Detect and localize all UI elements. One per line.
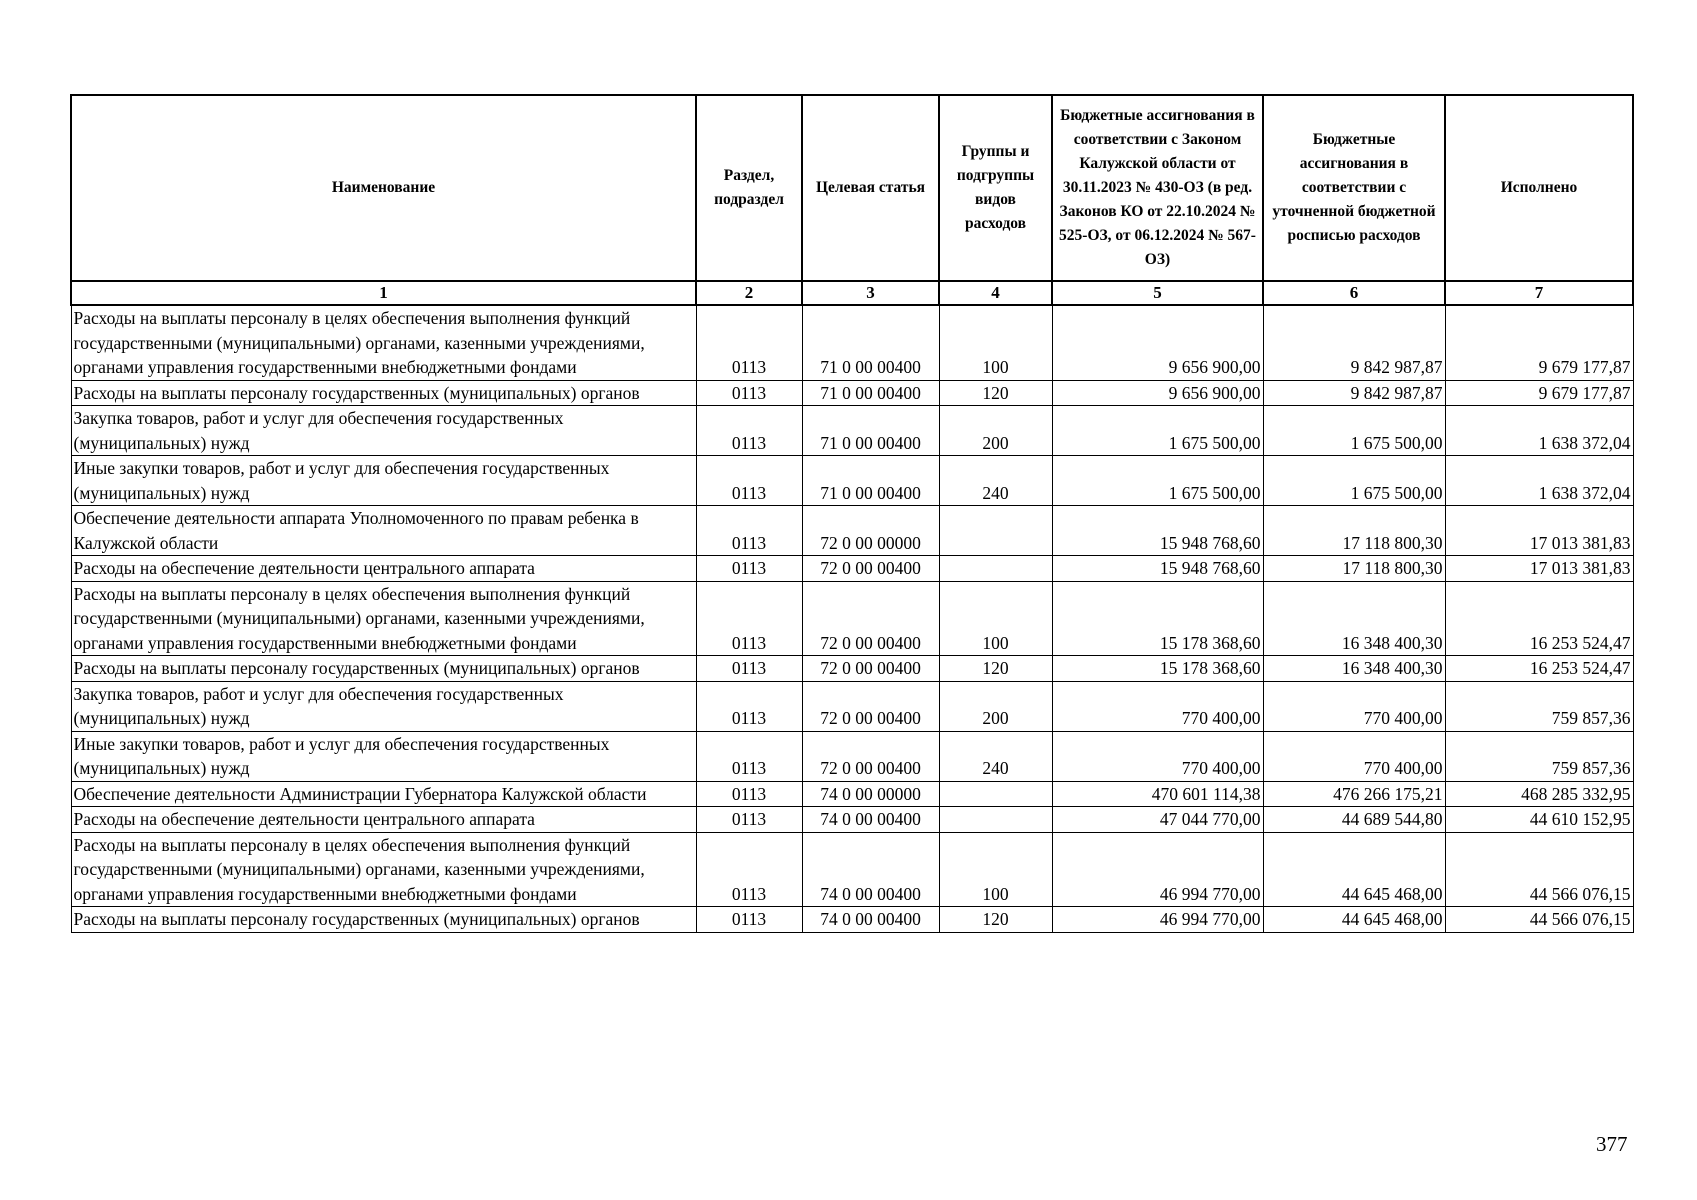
row-section-cell: 0113	[696, 781, 802, 807]
row-name-cell: Закупка товаров, работ и услуг для обеспечения государственных (муниципальных) нужд	[71, 681, 696, 731]
table-row	[71, 832, 1633, 907]
column-number: 3	[802, 281, 939, 305]
row-group-cell: 120	[939, 907, 1052, 933]
row-refined-amount-cell: 44 645 468,00	[1263, 832, 1445, 907]
header-refined-appropriations: Бюджетные ассигнования в соответствии с уточненной бюджетной росписью расходов	[1263, 95, 1445, 281]
row-law-amount-cell: 1 675 500,00	[1052, 456, 1263, 506]
row-refined-amount-cell: 9 842 987,87	[1263, 305, 1445, 380]
row-section-cell: 0113	[696, 406, 802, 456]
row-executed-amount-cell: 759 857,36	[1445, 731, 1633, 781]
row-refined-amount-cell: 1 675 500,00	[1263, 456, 1445, 506]
row-article-cell: 71 0 00 00400	[802, 305, 939, 380]
row-name-cell: Расходы на выплаты персоналу государственных (муниципальных) органов	[71, 656, 696, 682]
header-section: Раздел, подраздел	[696, 95, 802, 281]
row-group-cell	[939, 781, 1052, 807]
row-executed-amount-cell: 759 857,36	[1445, 681, 1633, 731]
row-article-cell: 72 0 00 00400	[802, 656, 939, 682]
row-section-cell: 0113	[696, 556, 802, 582]
table-row	[71, 556, 1633, 582]
row-group-cell: 100	[939, 305, 1052, 380]
row-law-amount-cell: 770 400,00	[1052, 681, 1263, 731]
row-group-cell: 240	[939, 456, 1052, 506]
row-executed-amount-cell: 44 610 152,95	[1445, 807, 1633, 833]
row-name-cell: Расходы на обеспечение деятельности центрального аппарата	[71, 807, 696, 833]
row-section-cell: 0113	[696, 305, 802, 380]
row-executed-amount-cell: 9 679 177,87	[1445, 305, 1633, 380]
row-article-cell: 74 0 00 00400	[802, 907, 939, 933]
table-row	[71, 781, 1633, 807]
table-body	[71, 305, 1633, 932]
row-refined-amount-cell: 476 266 175,21	[1263, 781, 1445, 807]
row-section-cell: 0113	[696, 581, 802, 656]
row-law-amount-cell: 46 994 770,00	[1052, 832, 1263, 907]
row-executed-amount-cell: 468 285 332,95	[1445, 781, 1633, 807]
row-executed-amount-cell: 44 566 076,15	[1445, 832, 1633, 907]
row-executed-amount-cell: 1 638 372,04	[1445, 406, 1633, 456]
row-refined-amount-cell: 9 842 987,87	[1263, 380, 1445, 406]
table-row	[71, 907, 1633, 933]
row-article-cell: 74 0 00 00400	[802, 807, 939, 833]
row-name-cell: Закупка товаров, работ и услуг для обеспечения государственных (муниципальных) нужд	[71, 406, 696, 456]
row-article-cell: 72 0 00 00000	[802, 506, 939, 556]
row-group-cell	[939, 807, 1052, 833]
row-law-amount-cell: 9 656 900,00	[1052, 305, 1263, 380]
header-executed: Исполнено	[1445, 95, 1633, 281]
row-law-amount-cell: 1 675 500,00	[1052, 406, 1263, 456]
row-article-cell: 72 0 00 00400	[802, 731, 939, 781]
row-refined-amount-cell: 44 645 468,00	[1263, 907, 1445, 933]
row-refined-amount-cell: 17 118 800,30	[1263, 506, 1445, 556]
row-article-cell: 74 0 00 00400	[802, 832, 939, 907]
table-row	[71, 656, 1633, 682]
row-group-cell	[939, 506, 1052, 556]
row-refined-amount-cell: 17 118 800,30	[1263, 556, 1445, 582]
table-row	[71, 807, 1633, 833]
row-executed-amount-cell: 17 013 381,83	[1445, 556, 1633, 582]
row-name-cell: Расходы на выплаты персоналу в целях обеспечения выполнения функций государственными (муниципальными) органами, казенными учреждениями, органами управления государственными внебюджетными фондами	[71, 832, 696, 907]
column-number: 5	[1052, 281, 1263, 305]
row-group-cell: 120	[939, 656, 1052, 682]
table-row	[71, 506, 1633, 556]
table-row	[71, 581, 1633, 656]
row-law-amount-cell: 9 656 900,00	[1052, 380, 1263, 406]
row-article-cell: 72 0 00 00400	[802, 581, 939, 656]
column-number: 2	[696, 281, 802, 305]
row-executed-amount-cell: 44 566 076,15	[1445, 907, 1633, 933]
row-group-cell: 100	[939, 581, 1052, 656]
row-executed-amount-cell: 17 013 381,83	[1445, 506, 1633, 556]
row-refined-amount-cell: 1 675 500,00	[1263, 406, 1445, 456]
row-section-cell: 0113	[696, 907, 802, 933]
row-name-cell: Иные закупки товаров, работ и услуг для обеспечения государственных (муниципальных) нужд	[71, 731, 696, 781]
row-refined-amount-cell: 770 400,00	[1263, 731, 1445, 781]
header-target-article: Целевая статья	[802, 95, 939, 281]
row-section-cell: 0113	[696, 731, 802, 781]
row-group-cell: 120	[939, 380, 1052, 406]
row-name-cell: Расходы на выплаты персоналу в целях обеспечения выполнения функций государственными (муниципальными) органами, казенными учреждениями, органами управления государственными внебюджетными фондами	[71, 305, 696, 380]
row-group-cell	[939, 556, 1052, 582]
row-section-cell: 0113	[696, 456, 802, 506]
row-article-cell: 71 0 00 00400	[802, 456, 939, 506]
row-law-amount-cell: 15 178 368,60	[1052, 656, 1263, 682]
table-row	[71, 406, 1633, 456]
row-executed-amount-cell: 16 253 524,47	[1445, 656, 1633, 682]
row-name-cell: Обеспечение деятельности аппарата Уполномоченного по правам ребенка в Калужской области	[71, 506, 696, 556]
row-group-cell: 200	[939, 406, 1052, 456]
row-article-cell: 72 0 00 00400	[802, 681, 939, 731]
table-row	[71, 456, 1633, 506]
table-row	[71, 380, 1633, 406]
row-article-cell: 71 0 00 00400	[802, 406, 939, 456]
row-name-cell: Обеспечение деятельности Администрации Губернатора Калужской области	[71, 781, 696, 807]
row-section-cell: 0113	[696, 832, 802, 907]
row-article-cell: 72 0 00 00400	[802, 556, 939, 582]
row-executed-amount-cell: 1 638 372,04	[1445, 456, 1633, 506]
table-row	[71, 681, 1633, 731]
row-section-cell: 0113	[696, 681, 802, 731]
row-section-cell: 0113	[696, 656, 802, 682]
row-name-cell: Расходы на выплаты персоналу государственных (муниципальных) органов	[71, 907, 696, 933]
header-expense-group: Группы и подгруппы видов расходов	[939, 95, 1052, 281]
row-law-amount-cell: 15 178 368,60	[1052, 581, 1263, 656]
row-section-cell: 0113	[696, 380, 802, 406]
page-number: 377	[1596, 1132, 1628, 1156]
header-name: Наименование	[71, 95, 696, 281]
row-refined-amount-cell: 44 689 544,80	[1263, 807, 1445, 833]
row-law-amount-cell: 15 948 768,60	[1052, 556, 1263, 582]
row-law-amount-cell: 470 601 114,38	[1052, 781, 1263, 807]
row-executed-amount-cell: 9 679 177,87	[1445, 380, 1633, 406]
row-refined-amount-cell: 16 348 400,30	[1263, 581, 1445, 656]
row-name-cell: Расходы на выплаты персоналу в целях обеспечения выполнения функций государственными (муниципальными) органами, казенными учреждениями, органами управления государственными внебюджетными фондами	[71, 581, 696, 656]
row-name-cell: Расходы на выплаты персоналу государственных (муниципальных) органов	[71, 380, 696, 406]
budget-table	[70, 94, 1634, 933]
row-refined-amount-cell: 16 348 400,30	[1263, 656, 1445, 682]
table-row	[71, 305, 1633, 380]
row-article-cell: 71 0 00 00400	[802, 380, 939, 406]
header-law-appropriations: Бюджетные ассигнования в соответствии с Законом Калужской области от 30.11.2023 № 430-ОЗ (в ред. Законов КО от 22.10.2024 № 525-ОЗ, от 06.12.2024 № 567-ОЗ)	[1052, 95, 1263, 281]
row-section-cell: 0113	[696, 807, 802, 833]
row-law-amount-cell: 47 044 770,00	[1052, 807, 1263, 833]
row-group-cell: 200	[939, 681, 1052, 731]
column-number: 7	[1445, 281, 1633, 305]
row-group-cell: 240	[939, 731, 1052, 781]
row-refined-amount-cell: 770 400,00	[1263, 681, 1445, 731]
column-number: 1	[71, 281, 696, 305]
row-group-cell: 100	[939, 832, 1052, 907]
row-name-cell: Расходы на обеспечение деятельности центрального аппарата	[71, 556, 696, 582]
row-section-cell: 0113	[696, 506, 802, 556]
table-row	[71, 731, 1633, 781]
row-article-cell: 74 0 00 00000	[802, 781, 939, 807]
row-law-amount-cell: 770 400,00	[1052, 731, 1263, 781]
row-executed-amount-cell: 16 253 524,47	[1445, 581, 1633, 656]
column-number: 4	[939, 281, 1052, 305]
row-law-amount-cell: 46 994 770,00	[1052, 907, 1263, 933]
column-number: 6	[1263, 281, 1445, 305]
row-law-amount-cell: 15 948 768,60	[1052, 506, 1263, 556]
row-name-cell: Иные закупки товаров, работ и услуг для обеспечения государственных (муниципальных) нужд	[71, 456, 696, 506]
